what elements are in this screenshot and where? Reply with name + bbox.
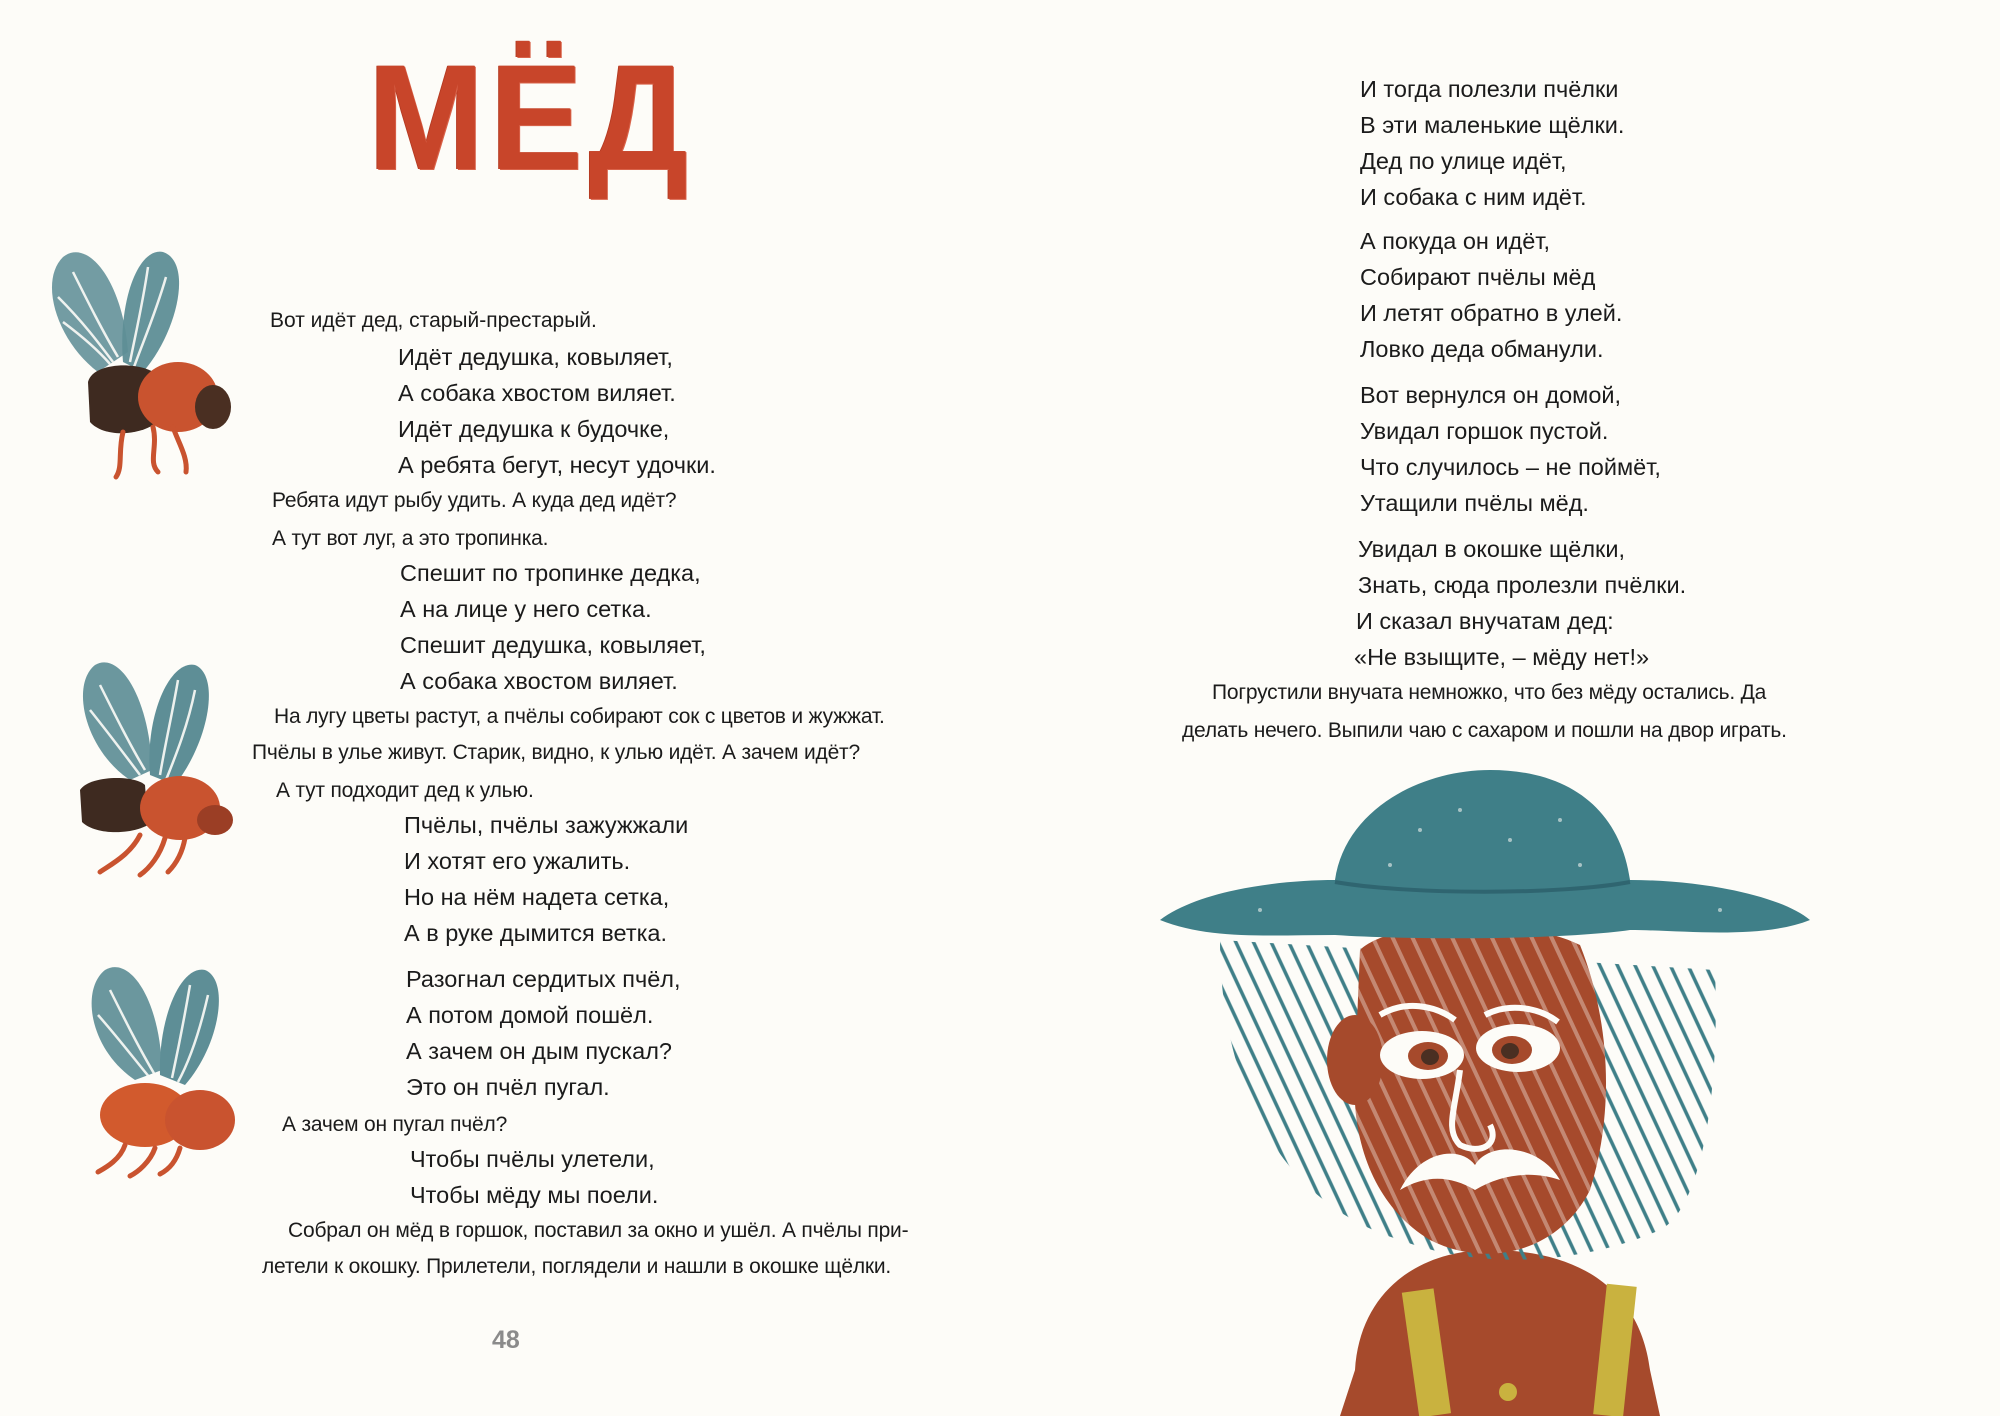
poem-line: Спешит по тропинке дедка, <box>400 560 701 586</box>
poem-line: Вот идёт дед, старый-престарый. <box>270 309 597 332</box>
prose-line: Пчёлы в улье живут. Старик, видно, к улью идёт. А зачем идёт? <box>252 741 860 764</box>
bee-illustration-3 <box>80 950 250 1180</box>
poem-line: А на лице у него сетка. <box>400 596 652 622</box>
poem-line: Увидал в окошке щёлки, <box>1358 536 1625 562</box>
poem-line: Увидал горшок пустой. <box>1360 418 1609 444</box>
poem-line: В эти маленькие щёлки. <box>1360 112 1625 138</box>
prose-line: А тут вот луг, а это тропинка. <box>272 527 549 550</box>
poem-line: Идёт дедушка, ковыляет, <box>398 344 673 370</box>
prose-line: А зачем он пугал пчёл? <box>282 1113 508 1136</box>
prose-line: Погрустили внучата немножко, что без мёду остались. Да <box>1212 681 1767 704</box>
poem-line: Вот вернулся он домой, <box>1360 382 1622 408</box>
poem-line: А собака хвостом виляет. <box>398 380 676 406</box>
poem-line: Спешит дедушка, ковыляет, <box>400 632 706 658</box>
prose-line: делать нечего. Выпили чаю с сахаром и пошли на двор играть. <box>1182 719 1787 742</box>
prose-line: летели к окошку. Прилетели, поглядели и нашли в окошке щёлки. <box>262 1255 892 1278</box>
poem-line: Знать, сюда пролезли пчёлки. <box>1358 572 1687 598</box>
poem-line: А покуда он идёт, <box>1360 228 1550 254</box>
prose-line: На лугу цветы растут, а пчёлы собирают сок с цветов и жужжат. <box>274 705 885 728</box>
poem-line: Чтобы пчёлы улетели, <box>410 1146 655 1172</box>
poem-line: И собака с ним идёт. <box>1360 184 1587 210</box>
poem-line: Пчёлы, пчёлы зажужжали <box>404 812 689 838</box>
bee-illustration-2 <box>70 640 240 880</box>
poem-line: Чтобы мёду мы поели. <box>410 1182 659 1208</box>
poem-line: А зачем он дым пускал? <box>406 1038 673 1064</box>
poem-line: И сказал внучатам дед: <box>1356 608 1614 634</box>
poem-line: Идёт дедушка к будочке, <box>398 416 670 442</box>
poem-line: А ребята бегут, несут удочки. <box>398 452 716 478</box>
poem-line: Утащили пчёлы мёд. <box>1360 490 1589 516</box>
poem-line: Но на нём надета сетка, <box>404 884 670 910</box>
poem-line: Ловко деда обманули. <box>1360 336 1604 362</box>
poem-line: А потом домой пошёл. <box>406 1002 654 1028</box>
poem-line: Что случилось – не поймёт, <box>1360 454 1661 480</box>
poem-line: Разогнал сердитых пчёл, <box>406 966 681 992</box>
poem-line: А в руке дымится ветка. <box>404 920 667 946</box>
poem-line: Собирают пчёлы мёд <box>1360 264 1596 290</box>
poem-line: А собака хвостом виляет. <box>400 668 678 694</box>
poem-line: И хотят его ужалить. <box>404 848 631 874</box>
bee-illustration-1 <box>28 222 238 482</box>
poem-line: «Не взыщите, – мёду нет!» <box>1354 644 1650 670</box>
poem-line: Это он пчёл пугал. <box>406 1074 610 1100</box>
page-title: МЁД <box>368 33 694 201</box>
beekeeper-illustration <box>1160 770 1820 1416</box>
poem-line: Дед по улице идёт, <box>1360 148 1567 174</box>
prose-line: Ребята идут рыбу удить. А куда дед идёт? <box>272 489 677 512</box>
prose-line: А тут подходит дед к улью. <box>276 779 534 802</box>
poem-line: И летят обратно в улей. <box>1360 300 1623 326</box>
poem-line: И тогда полезли пчёлки <box>1360 76 1619 102</box>
page-number: 48 <box>492 1326 520 1354</box>
prose-line: Собрал он мёд в горшок, поставил за окно и ушёл. А пчёлы при- <box>288 1219 909 1242</box>
